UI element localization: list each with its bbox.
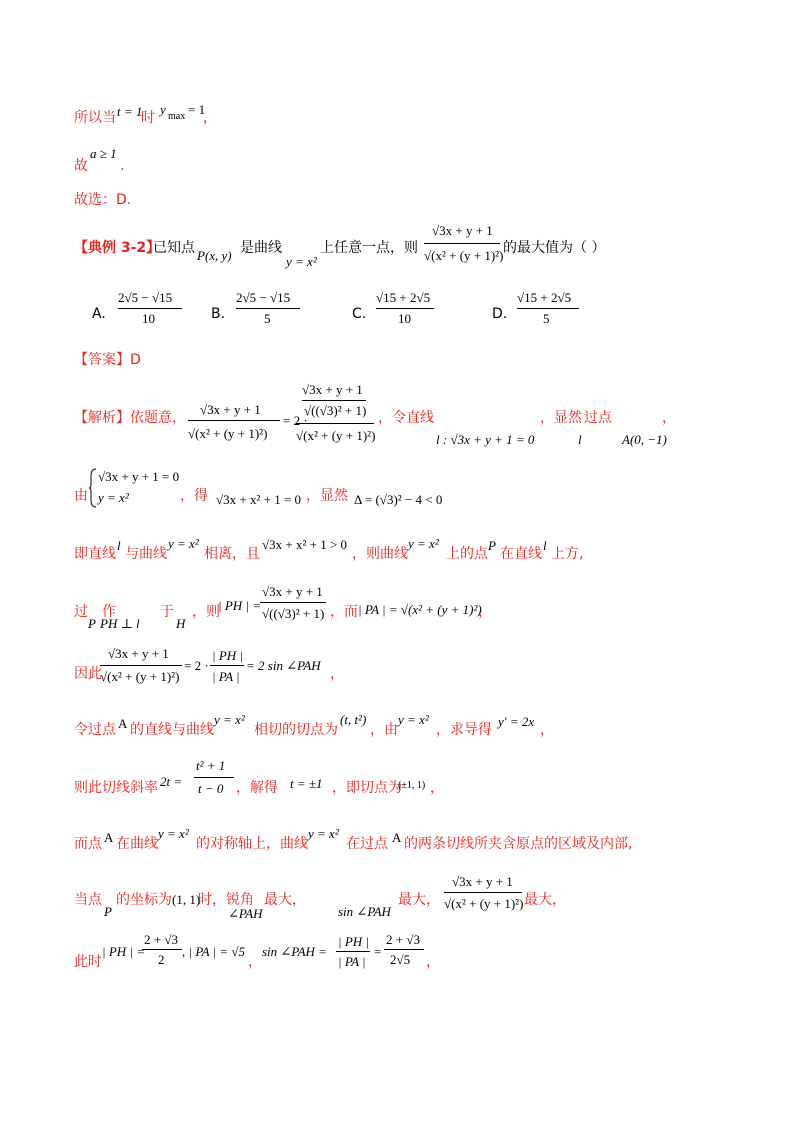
text-slope: 则此切线斜率: [74, 780, 158, 796]
math-curve-7: y = x²: [308, 826, 339, 841]
text-from-2: ，由: [370, 722, 398, 738]
perp-den: √((√3)² + 1): [262, 606, 325, 621]
math-p-3: P: [104, 904, 112, 919]
now-fden: | PA |: [338, 954, 366, 969]
math-sin: sin ∠PAH: [338, 904, 391, 919]
now-fnum: | PH |: [338, 934, 369, 949]
eq-lhs-den: √(x² + (y + 1)²): [188, 426, 268, 441]
math-l-3: l: [543, 538, 547, 553]
math-curve-4: y = x²: [214, 712, 245, 727]
math-tangent-pts: (±1, 1): [398, 780, 426, 791]
hence-result: = 2 sin ∠PAH: [246, 658, 321, 673]
text-let-line: ，令直线: [378, 410, 434, 426]
text-from: 由: [74, 488, 88, 504]
math-line-l: l : √3x + y + 1 = 0: [436, 432, 535, 447]
option-a-num: 2√5 − √15: [118, 290, 173, 305]
option-a-den: 10: [142, 311, 155, 326]
text-coord-is: 的坐标为: [116, 892, 172, 908]
perp-bar: [260, 602, 326, 603]
math-angle: ∠PAH: [228, 906, 263, 921]
option-c-label: C.: [352, 306, 367, 322]
math-sin-2: sin ∠PAH =: [262, 944, 327, 959]
text-derive: ，求导得: [436, 722, 492, 738]
text-and-curve: 与曲线: [125, 546, 167, 562]
text-therefore: 故: [74, 158, 88, 174]
text-region: 的两条切线所夹含原点的区域及内部,: [404, 836, 633, 852]
option-c-den: 10: [398, 311, 411, 326]
text-tangent-point: 相切的切点为: [254, 722, 338, 738]
eq-rhs-coef: = 2 ·: [283, 413, 308, 428]
text-max-1: 最大，: [264, 892, 306, 908]
text-on-curve: 在曲线: [116, 836, 158, 852]
sys-result: √3x + x² + 1 = 0: [216, 492, 302, 507]
math-a: A: [118, 716, 128, 731]
text-comma-2: ，: [662, 410, 676, 426]
hence-fbar: [210, 665, 244, 666]
text-when-point: 当点: [74, 892, 102, 908]
option-b-num: 2√5 − √15: [236, 290, 291, 305]
text-obvious-2: ，显然: [306, 488, 348, 504]
text-then-curve: ，则曲线: [352, 546, 408, 562]
text-acute: 时，锐角: [198, 892, 254, 908]
math-ineq: √3x + x² + 1 > 0: [262, 537, 348, 552]
answer-text: 【答案】D: [74, 352, 141, 368]
math-point-a: A(0, −1): [622, 432, 667, 447]
math-p: P: [488, 538, 496, 553]
now-rbar: [384, 949, 424, 950]
slope-den: t − 0: [198, 781, 224, 796]
text-on-line: 在直线: [500, 546, 542, 562]
math-l-2: l: [117, 538, 121, 553]
eq-rhs-num-bot: √((√3)² + 1): [304, 403, 367, 418]
now-bar: [142, 949, 182, 950]
hence-mid: = 2 ·: [184, 658, 209, 673]
text-when: 时: [141, 110, 155, 126]
math-curve-3: y = x²: [408, 536, 439, 551]
example-tag: 【典例 3-2】: [74, 240, 161, 256]
math-p-2: P: [88, 616, 96, 631]
option-c-num: √15 + 2√5: [376, 290, 431, 305]
math-ph-abs-2: | PH | =: [102, 944, 145, 959]
text-comma-8: ，: [426, 954, 440, 970]
math-h: H: [176, 616, 186, 631]
math-slope-lhs: 2t =: [160, 774, 183, 789]
sys-eq2: y = x²: [98, 490, 129, 505]
math-t-eq-1: t = 1: [117, 104, 143, 119]
text-point-on: 上的点: [446, 546, 488, 562]
math-eq: =: [374, 944, 382, 959]
text-comma-6: ，: [430, 780, 444, 796]
eq-rhs-bar: [296, 423, 374, 424]
math-curve-2: y = x²: [168, 536, 199, 551]
text-at-point: 在过点: [346, 836, 388, 852]
math-ph-perp: PH ⊥ l: [100, 616, 140, 631]
math-curve-5: y = x²: [398, 712, 429, 727]
math-pa: | PA | = √(x² + (y + 1)²): [358, 602, 482, 617]
sys-eq1: √3x + y + 1 = 0: [98, 469, 180, 484]
math-ph-abs: | PH | =: [218, 598, 261, 613]
math-tangent-pt: (t, t²): [340, 712, 367, 727]
eq-rhs-den: √(x² + (y + 1)²): [296, 428, 376, 443]
coord-den: √(x² + (y + 1)²): [444, 896, 524, 911]
example-text4: 的最大值为（ ）: [503, 240, 606, 256]
option-a-bar: [118, 308, 182, 309]
text-through: 过: [74, 604, 88, 620]
text-and-point: 而点: [74, 836, 102, 852]
slope-num: t² + 1: [196, 758, 226, 773]
frac-den: √(x² + (y + 1)²): [424, 248, 504, 263]
option-d-bar: [517, 308, 579, 309]
eq-rhs-num-top: √3x + y + 1: [302, 382, 363, 397]
hence-fden: | PA |: [212, 669, 240, 684]
text-axis: 的对称轴上，曲线: [196, 836, 308, 852]
text-comma-7: ，: [248, 954, 262, 970]
text-choose-d: 故选：D.: [74, 192, 132, 208]
option-b-bar: [236, 308, 300, 309]
math-pa-2: , | PA | = √5: [182, 944, 246, 959]
text-comma-3: ，: [478, 604, 492, 620]
eq-lhs-bar: [188, 420, 280, 421]
text-let-pass: 令过点: [74, 722, 116, 738]
math-deriv: y′ = 2x: [498, 714, 535, 729]
text-period: .: [120, 158, 125, 174]
example-text1: 已知点: [153, 240, 195, 256]
option-d-label: D.: [492, 306, 508, 322]
analysis-tag: 【解析】依题意，: [74, 410, 186, 426]
text-at: 于: [160, 604, 174, 620]
hence-num: √3x + y + 1: [108, 646, 169, 661]
now-rden: 2√5: [390, 952, 411, 967]
now-num: 2 + √3: [144, 932, 178, 947]
math-eq-1: = 1: [188, 102, 206, 117]
text-line-curve: 的直线与曲线: [130, 722, 214, 738]
now-fbar: [336, 951, 370, 952]
eq-rhs-inner-bar: [302, 400, 366, 401]
math-y: y: [160, 102, 166, 117]
text-hence: 因此: [74, 666, 102, 682]
hence-den: √(x² + (y + 1)²): [100, 669, 180, 684]
text-line-is: 即直线: [74, 546, 116, 562]
example-text3: 上任意一点，则: [320, 240, 418, 256]
math-a-ge-1: a ≥ 1: [90, 146, 117, 161]
option-b-label: B.: [211, 306, 226, 322]
text-now: 此时: [74, 954, 102, 970]
text-so-when: 所以当: [74, 110, 116, 126]
coord-bar: [444, 892, 522, 893]
text-max-2: 最大，: [398, 892, 440, 908]
option-b-den: 5: [264, 311, 271, 326]
fraction-bar: [424, 243, 500, 244]
math-a-3: A: [392, 830, 402, 845]
text-above: 上方,: [551, 546, 584, 562]
option-a-label: A.: [92, 306, 106, 322]
now-rnum: 2 + √3: [386, 932, 420, 947]
option-c-bar: [376, 308, 434, 309]
option-d-num: √15 + 2√5: [517, 290, 572, 305]
text-separate: 相离，且: [204, 546, 260, 562]
math-coord: (1, 1): [172, 892, 201, 907]
text-while: ，而: [330, 604, 358, 620]
math-point-p: P(x, y): [197, 248, 232, 263]
text-comma: ，: [203, 110, 217, 126]
text-tangent-is: ，即切点为: [332, 780, 402, 796]
math-max-sub: max: [168, 111, 186, 122]
text-comma-4: ，: [330, 666, 344, 682]
coord-num: √3x + y + 1: [452, 874, 513, 889]
text-then: ，则: [192, 604, 220, 620]
text-pass-point: 过点: [584, 410, 612, 426]
text-obvious: ，显然: [540, 410, 582, 426]
brace-icon: [88, 468, 98, 508]
math-curve-6: y = x²: [158, 826, 189, 841]
text-comma-5: ，: [540, 722, 554, 738]
math-a-2: A: [104, 830, 114, 845]
text-solve: ，解得: [236, 780, 278, 796]
math-sol: t = ±1: [290, 776, 323, 791]
text-make: 作: [102, 604, 116, 620]
example-text2: 是曲线: [240, 240, 282, 256]
text-max-3: 最大，: [524, 892, 566, 908]
eq-lhs-num: √3x + y + 1: [200, 402, 261, 417]
now-den: 2: [158, 952, 165, 967]
hence-bar: [100, 665, 182, 666]
text-get: ，得: [180, 488, 208, 504]
sys-delta: Δ = (√3)² − 4 < 0: [354, 492, 443, 507]
math-curve: y = x²: [286, 254, 317, 269]
option-d-den: 5: [543, 311, 550, 326]
perp-num: √3x + y + 1: [262, 584, 323, 599]
math-l: l: [578, 432, 582, 447]
hence-fnum: | PH |: [212, 648, 243, 663]
slope-bar: [194, 777, 234, 778]
frac-num: √3x + y + 1: [432, 223, 493, 238]
